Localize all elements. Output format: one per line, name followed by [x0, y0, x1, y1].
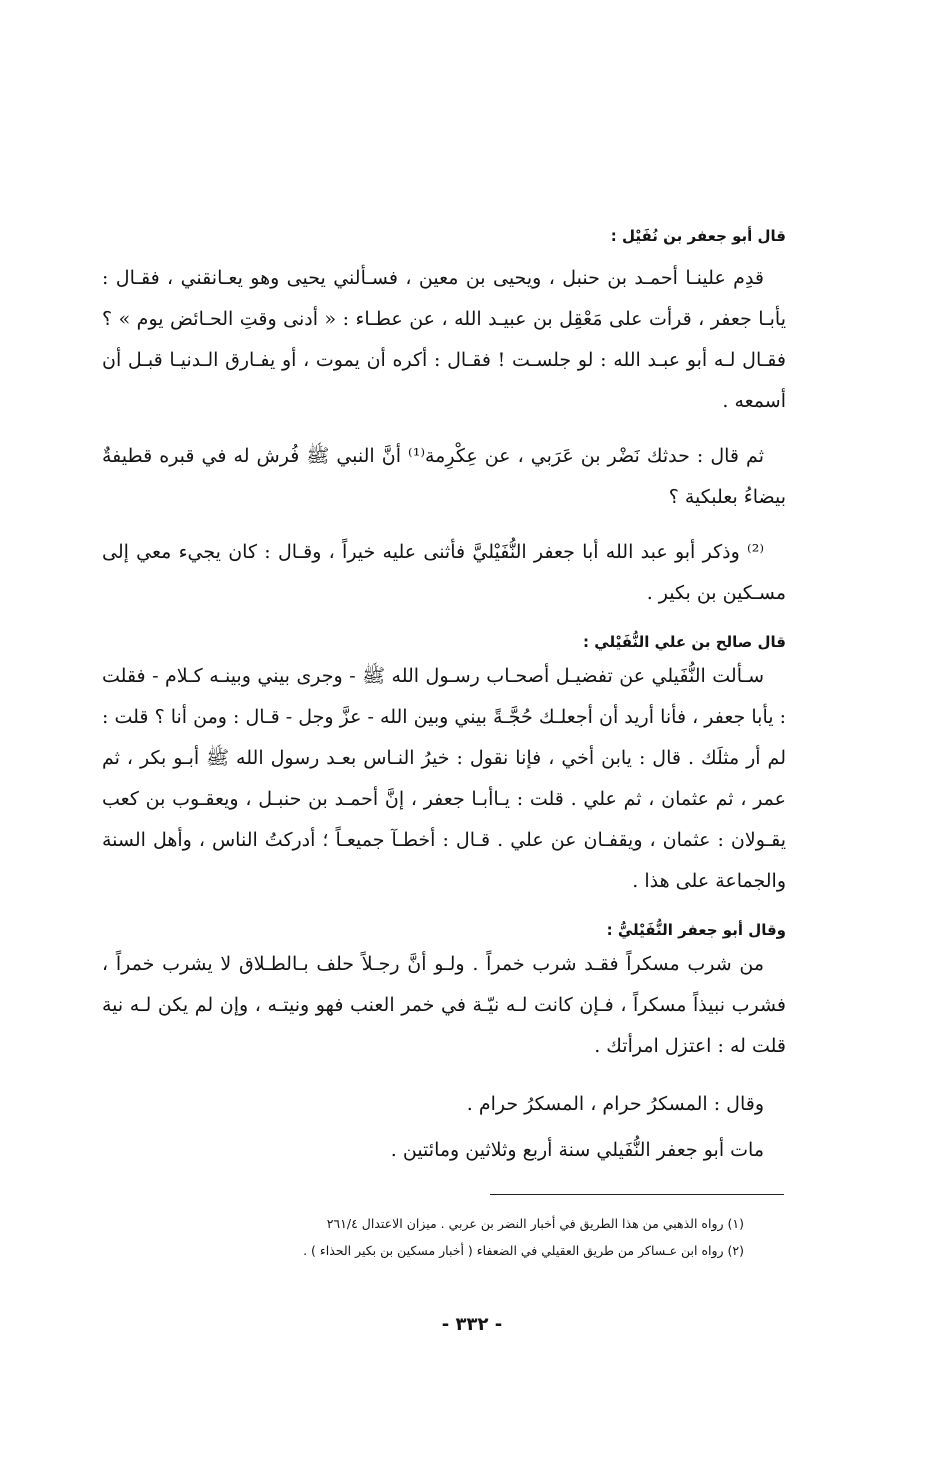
paragraph: مات أبو جعفر النُّفَيلي سنة أربع وثلاثين ومائتين .: [390, 1139, 764, 1161]
paragraph: ثم قال : حدثك نَضْر بن عَرَبي ، عن عِكْرِمة⁽¹⁾ أنَّ النبي ﷺ فُرش له في قبره قطيفةٌ بيضاءُ بعلبكية ؟: [102, 445, 786, 508]
page-number: - ٣٣٢ -: [441, 1314, 503, 1335]
paragraph: سـألت النُّفَيلي عن تفضيـل أصحـاب رسـول الله ﷺ - وجرى بيني وبينـه كـلام - فقلت : يأبا جعفر ، فأنا أريد أن أجعلـك حُجَّـةً بيني وبين الله - عزَّ وجل - قـال : ومن أنا ؟ قلت : لم أر مثلَك . قال : يابن أخي ، فإنا نقول : خيرُ النـاس بعـد رسول الله ﷺ أبـو بكر ، ثم عمر ، ثم عثمان ، ثم علي . قلت : يـاأبـا جعفر ، إنَّ أحمـد بن حنبـل ، ويعقـوب بن كعب يقـولان : عثمان ، ويقفـان عن علي . قـال : أخطـآ جميعـاً ؛ أدركتُ الناس ، وأهل السنة والجماعة على هذا .: [102, 665, 786, 892]
paragraph: من شرب مسكراً فقـد شرب خمراً . ولـو أنَّ رجـلاً حلف بـالطـلاق لا يشرب خمراً ، فشرب نبيذاً مسكراً ، فـإن كانت لـه نيّـة في خمر العنب فهو ونيتـه ، وإن لم يكن لـه نية قلت له : اعتزل امرأتك .: [102, 953, 786, 1057]
footnote: (٢) رواه ابن عـساكر من طريق العقيلي في الضعفاء ( أخبار مسكين بن بكير الحذاء ) .: [303, 1243, 744, 1258]
paragraph: وقال : المسكرُ حرام ، المسكرُ حرام .: [466, 1093, 764, 1115]
section-heading: قال صالح بن علي النُّفَيْلي :: [583, 633, 786, 651]
section-heading: قال أبو جعفر بن نُفَيْل :: [610, 227, 786, 245]
footnotes: [230, 1210, 744, 1264]
section-heading: وقال أبو جعفر النُّفَيْليُّ :: [606, 921, 786, 939]
paragraph: قدِم علينـا أحمـد بن حنبل ، ويحيى بن معين ، فسـألني يحيى وهو يعـانقني ، فقـال : يأبـا جعفر ، قرأت على مَعْقِل بن عبيـد الله ، عن عطـاء : « أدنى وقتِ الحـائض يوم » ؟ فقـال لـه أبو عبـد الله : لو جلسـت ! فقـال : أكره أن يموت ، أو يفـارق الـدنيـا قبـل أن أسمعه .: [102, 267, 786, 412]
main-text: [102, 222, 786, 1173]
footnote: (١) رواه الذهبي من هذا الطريق في أخبار النضر بن عربي . ميزان الاعتدال ٢٦١/٤: [326, 1216, 744, 1231]
footnote-divider: [490, 1194, 784, 1195]
paragraph: ⁽²⁾ وذكر أبو عبد الله أبا جعفر النُّفَيْليَّ فأثنى عليه خيراً ، وقـال : كان يجيء معي إلى مسـكين بن بكير .: [102, 541, 786, 604]
